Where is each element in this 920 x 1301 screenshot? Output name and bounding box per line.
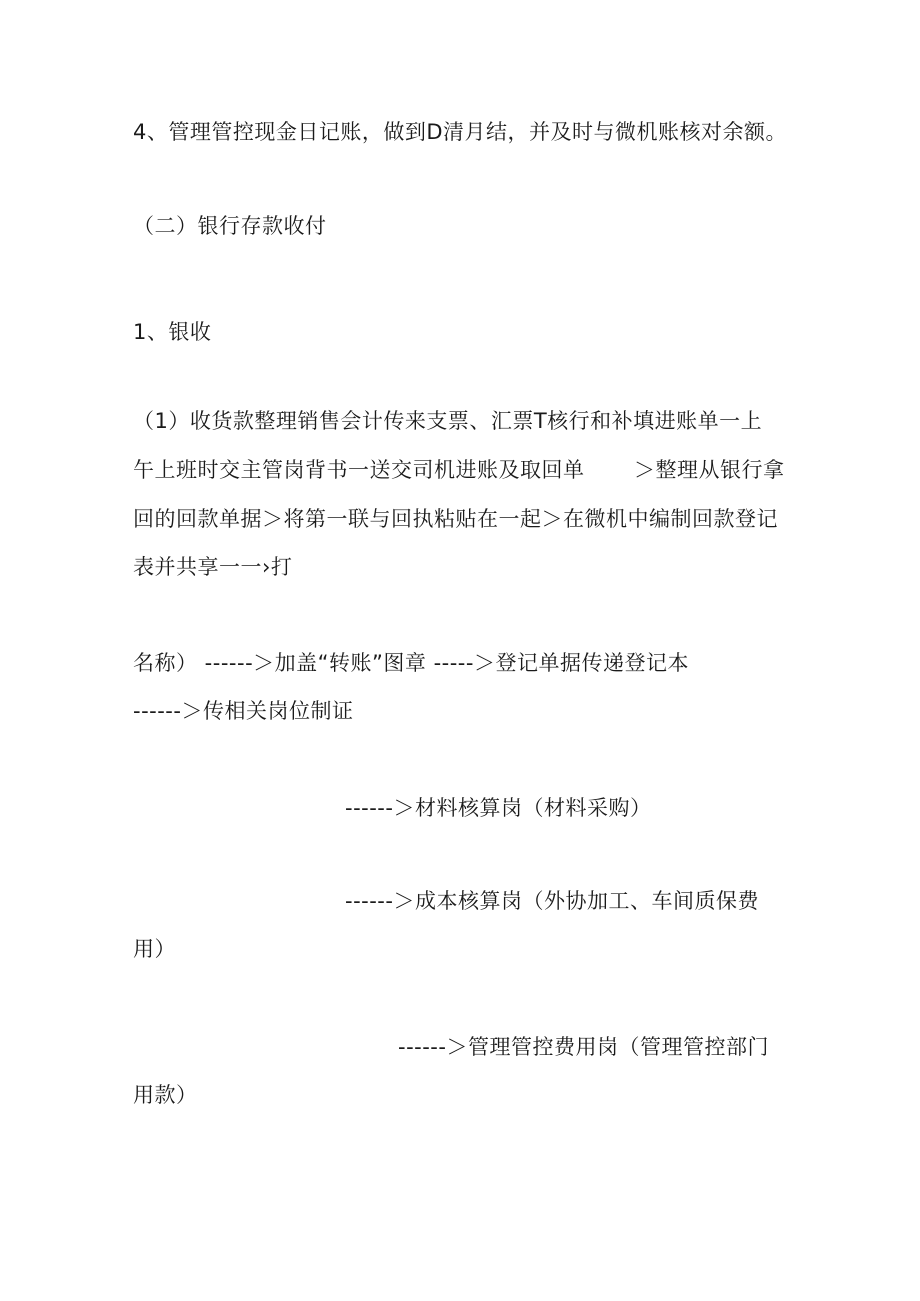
paragraph-line-3: 回的回款单据＞将第一联与回执粘贴在一起＞在微机中编制回款登记 [133, 507, 778, 531]
flow-line-2: ------＞传相关岗位制证 [133, 699, 354, 723]
branch-material-accounting: ------＞材料核算岗（材料采购） [345, 796, 652, 820]
flow-line-1: 名称） ------＞加盖“转账”图章 -----＞登记单据传递登记本 [133, 651, 689, 675]
sub-heading: 1、银收 [133, 320, 212, 344]
paragraph-line-4: 表并共享一一›打 [133, 555, 293, 579]
paragraph-line-2-tail: ＞整理从银行拿 [634, 458, 785, 482]
section-heading: （二）银行存款收付 [133, 214, 327, 238]
paragraph-line-1: （1）收货款整理销售会计传来支票、汇票T核行和补填进账单一上 [133, 409, 763, 433]
cash-journal-line: 4、管理管控现金日记账，做到D清月结，并及时与微机账核对余额。 [133, 120, 788, 144]
paragraph-line-2: 午上班时交主管岗背书一送交司机进账及取回单 [133, 458, 585, 482]
branch-admin-expense: ------＞管理管控费用岗（管理管控部门 [398, 1035, 769, 1059]
branch-cost-accounting: ------＞成本核算岗（外协加工、车间质保费 [345, 889, 759, 913]
branch-cost-accounting-cont: 用） [133, 937, 176, 961]
branch-admin-expense-cont: 用款） [133, 1083, 198, 1107]
